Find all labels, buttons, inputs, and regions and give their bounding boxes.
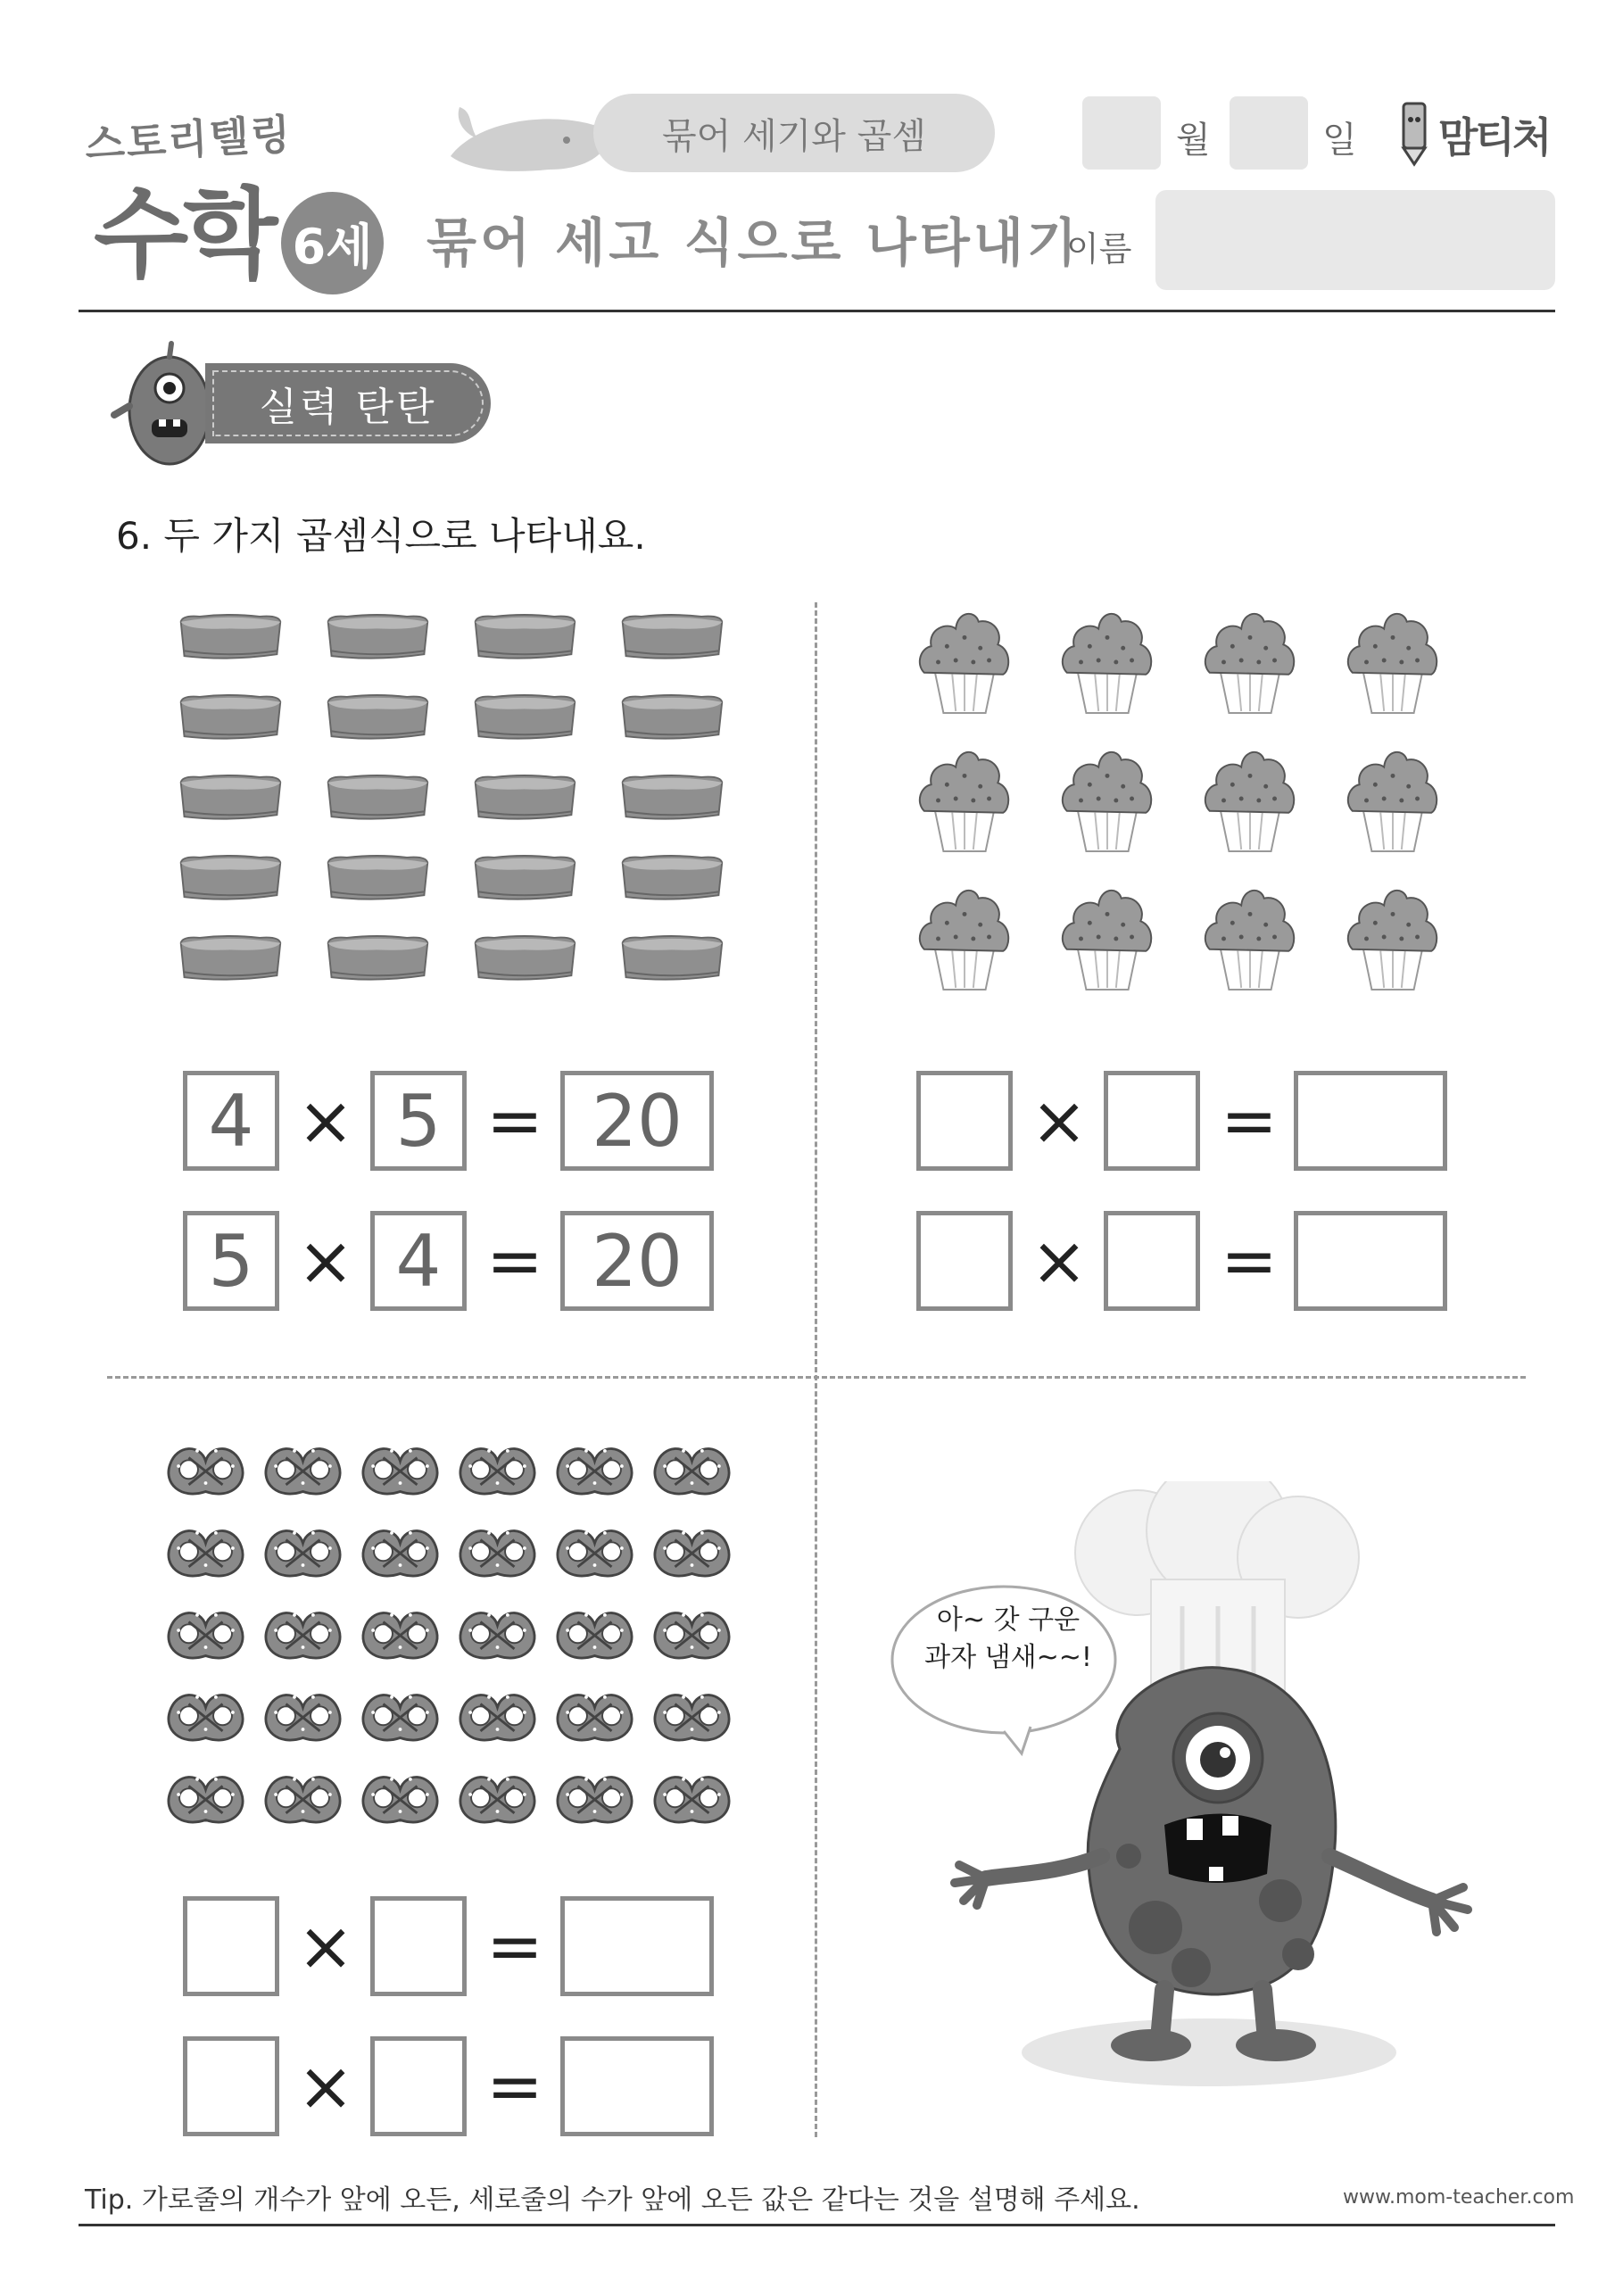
- vertical-divider: [815, 602, 817, 2137]
- series-logo-top: 스토리텔링: [83, 109, 294, 170]
- equals-sign: =: [1221, 1081, 1278, 1160]
- pretzel-icon: [358, 1596, 443, 1668]
- result-box[interactable]: [1294, 1071, 1447, 1171]
- bread-icon: [616, 932, 727, 988]
- factor-a-box[interactable]: 4: [183, 1071, 279, 1171]
- footer-divider: [79, 2224, 1555, 2226]
- bread-icon: [321, 692, 433, 747]
- name-input[interactable]: [1155, 190, 1555, 290]
- result-box[interactable]: [560, 2036, 714, 2136]
- result-box[interactable]: [1294, 1211, 1447, 1311]
- bread-icon: [174, 852, 286, 908]
- pretzel-icon: [163, 1761, 248, 1832]
- equals-sign: =: [486, 1081, 543, 1160]
- pretzel-icon: [552, 1596, 637, 1668]
- pretzel-icon: [358, 1761, 443, 1832]
- bread-icon: [174, 692, 286, 747]
- brand-logo: 맘티처: [1438, 113, 1550, 162]
- speech-line-2: 과자 냄새~~!: [924, 1642, 1092, 1673]
- bread-icon: [321, 852, 433, 908]
- muffin-icon: [1340, 741, 1445, 858]
- pretzel-icon: [552, 1432, 637, 1504]
- result-box[interactable]: [560, 1896, 714, 1996]
- result-box[interactable]: 20: [560, 1211, 714, 1311]
- pretzel-icon: [552, 1761, 637, 1832]
- result-box[interactable]: 20: [560, 1071, 714, 1171]
- times-sign: ×: [297, 2046, 354, 2126]
- bread-icon: [616, 772, 727, 827]
- chef-mascot: [923, 1481, 1495, 2088]
- month-label: 월: [1176, 120, 1211, 161]
- pretzel-icon: [261, 1678, 345, 1750]
- pretzel-icon: [455, 1761, 540, 1832]
- month-input[interactable]: [1082, 96, 1161, 170]
- factor-b-box[interactable]: [370, 1896, 467, 1996]
- bread-icon: [174, 772, 286, 827]
- pretzel-icon: [261, 1432, 345, 1504]
- day-label: 일: [1322, 120, 1357, 161]
- pretzel-icon: [650, 1514, 734, 1586]
- speech-line-1: 아~ 갓 구운: [936, 1604, 1081, 1636]
- pretzel-icon: [261, 1761, 345, 1832]
- factor-b-box[interactable]: [1104, 1211, 1200, 1311]
- bread-icon: [616, 611, 727, 667]
- pretzel-icon: [650, 1678, 734, 1750]
- factor-b-box[interactable]: 4: [370, 1211, 467, 1311]
- series-logo-main: 수학: [94, 178, 273, 292]
- times-sign: ×: [297, 1221, 354, 1300]
- pretzel-icon: [163, 1678, 248, 1750]
- pencil-icon: [1387, 96, 1441, 168]
- factor-a-box[interactable]: 5: [183, 1211, 279, 1311]
- pretzel-icon: [163, 1514, 248, 1586]
- muffin-icon: [1055, 879, 1160, 997]
- pretzel-icon: [358, 1432, 443, 1504]
- bread-icon: [468, 852, 580, 908]
- section-badge-label: 실력 탄탄: [259, 385, 437, 430]
- pretzel-icon: [455, 1596, 540, 1668]
- age-badge: 6세: [281, 192, 384, 294]
- bread-icon: [174, 932, 286, 988]
- series-logo: [83, 107, 406, 292]
- times-sign: ×: [297, 1081, 354, 1160]
- question-text: 6. 두 가지 곱셈식으로 나타내요.: [116, 514, 646, 558]
- equals-sign: =: [486, 1906, 543, 1985]
- muffin-icon: [1197, 602, 1303, 720]
- muffin-icon: [1055, 741, 1160, 858]
- pretzel-icon: [650, 1761, 734, 1832]
- bread-icon: [321, 611, 433, 667]
- name-label: 이름: [1066, 229, 1132, 269]
- bread-icon: [616, 692, 727, 747]
- bread-icon: [468, 692, 580, 747]
- muffin-icon: [1197, 879, 1303, 997]
- factor-b-box[interactable]: [1104, 1071, 1200, 1171]
- pretzel-icon: [455, 1678, 540, 1750]
- pretzel-icon: [552, 1678, 637, 1750]
- pretzel-icon: [358, 1678, 443, 1750]
- pretzel-icon: [261, 1596, 345, 1668]
- muffin-icon: [1340, 879, 1445, 997]
- factor-a-box[interactable]: [916, 1071, 1013, 1171]
- factor-a-box[interactable]: [916, 1211, 1013, 1311]
- bread-icon: [468, 772, 580, 827]
- site-url: www.mom-teacher.com: [1343, 2186, 1575, 2209]
- bread-icon: [468, 611, 580, 667]
- muffin-icon: [1340, 602, 1445, 720]
- times-sign: ×: [297, 1906, 354, 1985]
- bread-icon: [468, 932, 580, 988]
- muffin-icon: [1197, 741, 1303, 858]
- factor-b-box[interactable]: 5: [370, 1071, 467, 1171]
- factor-a-box[interactable]: [183, 1896, 279, 1996]
- pretzel-icon: [163, 1432, 248, 1504]
- times-sign: ×: [1031, 1221, 1088, 1300]
- bread-icon: [616, 852, 727, 908]
- pretzel-icon: [455, 1514, 540, 1586]
- pretzel-icon: [261, 1514, 345, 1586]
- pretzel-icon: [650, 1432, 734, 1504]
- pretzel-icon: [455, 1432, 540, 1504]
- pretzel-icon: [358, 1514, 443, 1586]
- muffin-icon: [912, 602, 1017, 720]
- factor-b-box[interactable]: [370, 2036, 467, 2136]
- lesson-title: 묶어 세고 식으로 나타내기: [426, 212, 1081, 273]
- equals-sign: =: [1221, 1221, 1278, 1300]
- section-badge: [205, 363, 491, 443]
- header-divider: [79, 310, 1555, 312]
- times-sign: ×: [1031, 1081, 1088, 1160]
- pretzel-icon: [163, 1596, 248, 1668]
- pretzel-icon: [552, 1514, 637, 1586]
- bread-icon: [321, 932, 433, 988]
- horizontal-divider: [107, 1376, 1526, 1379]
- bread-icon: [321, 772, 433, 827]
- muffin-icon: [912, 741, 1017, 858]
- equals-sign: =: [486, 1221, 543, 1300]
- bread-icon: [174, 611, 286, 667]
- factor-a-box[interactable]: [183, 2036, 279, 2136]
- pretzel-icon: [650, 1596, 734, 1668]
- equals-sign: =: [486, 2046, 543, 2126]
- muffin-icon: [912, 879, 1017, 997]
- tip-text: Tip. 가로줄의 개수가 앞에 오든, 세로줄의 수가 앞에 오든 값은 같다는 것을 설명해 주세요.: [85, 2184, 1140, 2216]
- day-input[interactable]: [1230, 96, 1308, 170]
- muffin-icon: [1055, 602, 1160, 720]
- topic-pill: 묶어 세기와 곱셈: [593, 94, 995, 172]
